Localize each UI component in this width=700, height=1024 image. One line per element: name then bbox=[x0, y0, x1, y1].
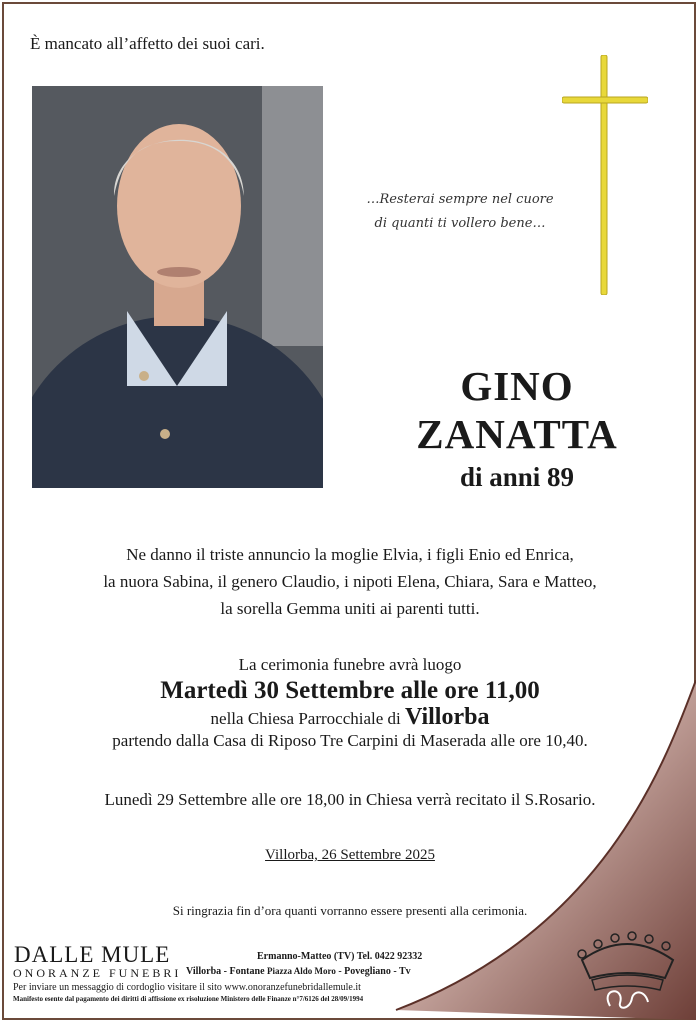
rosario-info: Lunedì 29 Settembre alle ore 18,00 in Chiesa verrà recitato il S.Rosario. bbox=[104, 790, 596, 809]
ceremony-place-prefix: nella Chiesa Parrocchiale di bbox=[210, 709, 406, 728]
legal-notice: Manifesto esente dal pagamento dei diritti di affissione ex risoluzione Ministero delle Finanze n°7/6126 del 28/09/1994 bbox=[13, 995, 364, 1003]
deceased-age: di anni 89 bbox=[459, 462, 575, 492]
announcement bbox=[0, 541, 700, 622]
brand-subtitle: ONORANZE FUNEBRI bbox=[13, 966, 182, 980]
deceased-name bbox=[392, 362, 642, 458]
cross-icon bbox=[562, 55, 648, 295]
contacts-line-2 bbox=[186, 966, 411, 977]
ceremony-datetime: Martedì 30 Settembre alle ore 11,00 bbox=[160, 677, 540, 704]
contacts-address: Piazza Aldo Moro bbox=[267, 966, 336, 976]
date-place bbox=[0, 847, 700, 864]
crown-logo-icon bbox=[570, 918, 685, 1013]
contacts-locations-b: - Povegliano - Tv bbox=[335, 966, 411, 977]
ceremony-info bbox=[0, 654, 700, 752]
epitaph-quote bbox=[360, 188, 560, 236]
date-place-text: Villorba, 26 Settembre 2025 bbox=[265, 847, 435, 863]
contacts-line-1: Ermanno-Matteo (TV) Tel. 0422 92332 bbox=[257, 951, 423, 962]
announcement-line-1: Ne danno il triste annuncio la moglie Elvia, i figli Enio ed Enrica, bbox=[126, 545, 574, 564]
announcement-line-2: la nuora Sabina, il genero Claudio, i nipoti Elena, Chiara, Sara e Matteo, bbox=[103, 572, 597, 591]
quote-line-1: …Resterai sempre nel cuore bbox=[366, 192, 554, 207]
header-text: È mancato all’affetto dei suoi cari. bbox=[30, 34, 265, 53]
portrait-photo bbox=[32, 86, 323, 488]
thanks-text: Si ringrazia fin d’ora quanti vorranno essere presenti alla cerimonia. bbox=[172, 903, 528, 918]
ceremony-place: Villorba bbox=[405, 704, 490, 730]
last-name: ZANATTA bbox=[416, 411, 618, 457]
first-name: GINO bbox=[460, 363, 574, 409]
condolence-message-line: Per inviare un messaggio di cordoglio visitare il sito www.onoranzefunebridallemule.it bbox=[13, 982, 361, 993]
ceremony-departure: partendo dalla Casa di Riposo Tre Carpini di Maserada alle ore 10,40. bbox=[112, 731, 588, 750]
brand-name: DALLE MULE bbox=[14, 942, 171, 967]
ceremony-place-line bbox=[0, 706, 700, 730]
ceremony-intro: La cerimonia funebre avrà luogo bbox=[238, 655, 462, 674]
contacts-locations-a: Villorba - Fontane bbox=[186, 966, 268, 977]
quote-line-2: di quanti ti vollero bene… bbox=[374, 216, 546, 231]
announcement-line-3: la sorella Gemma uniti ai parenti tutti. bbox=[220, 599, 480, 618]
